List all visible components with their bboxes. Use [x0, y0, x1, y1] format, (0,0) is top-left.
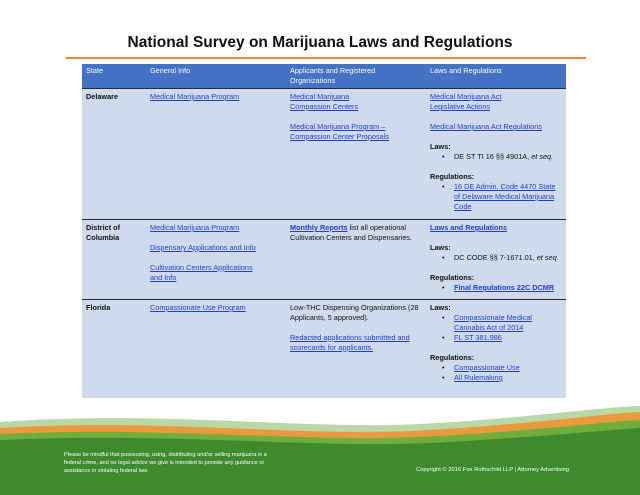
- link[interactable]: Redacted applications submitted and scorecards for applicants.: [290, 333, 410, 352]
- link[interactable]: Laws and Regulations: [430, 223, 508, 232]
- regulations-label: Regulations:: [430, 353, 475, 362]
- list-item: [442, 373, 562, 383]
- link[interactable]: 16 DE Admin. Code 4470 State of Delaware Medical Marijuana Code: [454, 182, 556, 211]
- table-row: [82, 220, 566, 300]
- link[interactable]: Compassionate Use Program: [150, 303, 246, 312]
- header-state: State: [82, 64, 146, 89]
- link[interactable]: Medical Marijuana Program: [150, 92, 240, 101]
- laws-cell: [426, 89, 566, 220]
- link[interactable]: Dispensary Applications and Info: [150, 243, 256, 252]
- state-cell: Florida: [82, 300, 146, 399]
- survey-table: [82, 64, 566, 398]
- general-info-cell: [146, 300, 286, 399]
- page-title: National Survey on Marijuana Laws and Regulations: [127, 34, 513, 51]
- link[interactable]: Medical Marijuana Compassion Centers: [290, 92, 359, 111]
- link[interactable]: FL ST 381.986: [454, 333, 502, 342]
- link[interactable]: • Compassionate Medical Cannabis Act of 2014: [454, 313, 532, 332]
- list-item: [442, 333, 562, 343]
- list-item: • DC CODE §§ 7-1671.01, et seq.: [442, 253, 562, 263]
- list-item: [442, 313, 562, 333]
- applicants-cell: Monthly Reports list all operational Cultivation Centers and Dispensaries.: [286, 220, 426, 300]
- link[interactable]: Medical Marijuana Program: [150, 223, 240, 232]
- applicants-text: Low-THC Dispensing Organizations (28 Applicants, 5 approved).: [290, 303, 419, 322]
- list-item: • DE ST TI 16 §§ 4901A, et seq.: [442, 152, 562, 162]
- list-item: [442, 182, 562, 212]
- laws-label: Laws:: [430, 243, 451, 252]
- link[interactable]: Medical Marijuana Act Legislative Actions: [430, 92, 502, 111]
- laws-cell: [426, 220, 566, 300]
- link[interactable]: Compassionate Use: [454, 363, 520, 372]
- regulations-label: Regulations:: [430, 172, 475, 181]
- title-rule: [66, 57, 586, 59]
- disclaimer-text: Please be mindful that possessing, using, distributing and/or selling marijuana is a federal crime, and no legal advice we give is intended to provide any guidance or assistance in violating federal law.: [64, 452, 267, 474]
- applicants-cell: [286, 89, 426, 220]
- header-general-info: General Info: [146, 64, 286, 89]
- state-cell: Delaware: [82, 89, 146, 220]
- footer-wave: [0, 400, 640, 495]
- header-applicants: Applicants and Registered Organizations: [286, 64, 426, 89]
- link[interactable]: Monthly Reports: [290, 223, 348, 232]
- regulations-label: Regulations:: [430, 273, 475, 282]
- state-cell: District of Columbia: [82, 220, 146, 300]
- link[interactable]: Cultivation Centers Applications and Info: [150, 263, 253, 282]
- laws-label: Laws:: [430, 303, 451, 312]
- laws-label: Laws:: [430, 142, 451, 151]
- link[interactable]: Medical Marijuana Program – Compassion Center Proposals: [290, 122, 389, 141]
- header-laws: Laws and Regulations: [426, 64, 566, 89]
- link[interactable]: Final Regulations 22C DCMR: [454, 283, 555, 292]
- link[interactable]: Medical Marijuana Act Regulations: [430, 122, 542, 131]
- link[interactable]: All Rulemaking: [454, 373, 503, 382]
- copyright-text: Copyright © 2016 Fox Rothschild LLP | Attorney Advertising: [416, 467, 569, 473]
- general-info-cell: [146, 220, 286, 300]
- table-header-row: [82, 64, 566, 89]
- list-item: [442, 363, 562, 373]
- table-row: [82, 300, 566, 399]
- list-item: [442, 283, 562, 293]
- table-row: [82, 89, 566, 220]
- laws-cell: [426, 300, 566, 399]
- applicants-cell: [286, 300, 426, 399]
- general-info-cell: [146, 89, 286, 220]
